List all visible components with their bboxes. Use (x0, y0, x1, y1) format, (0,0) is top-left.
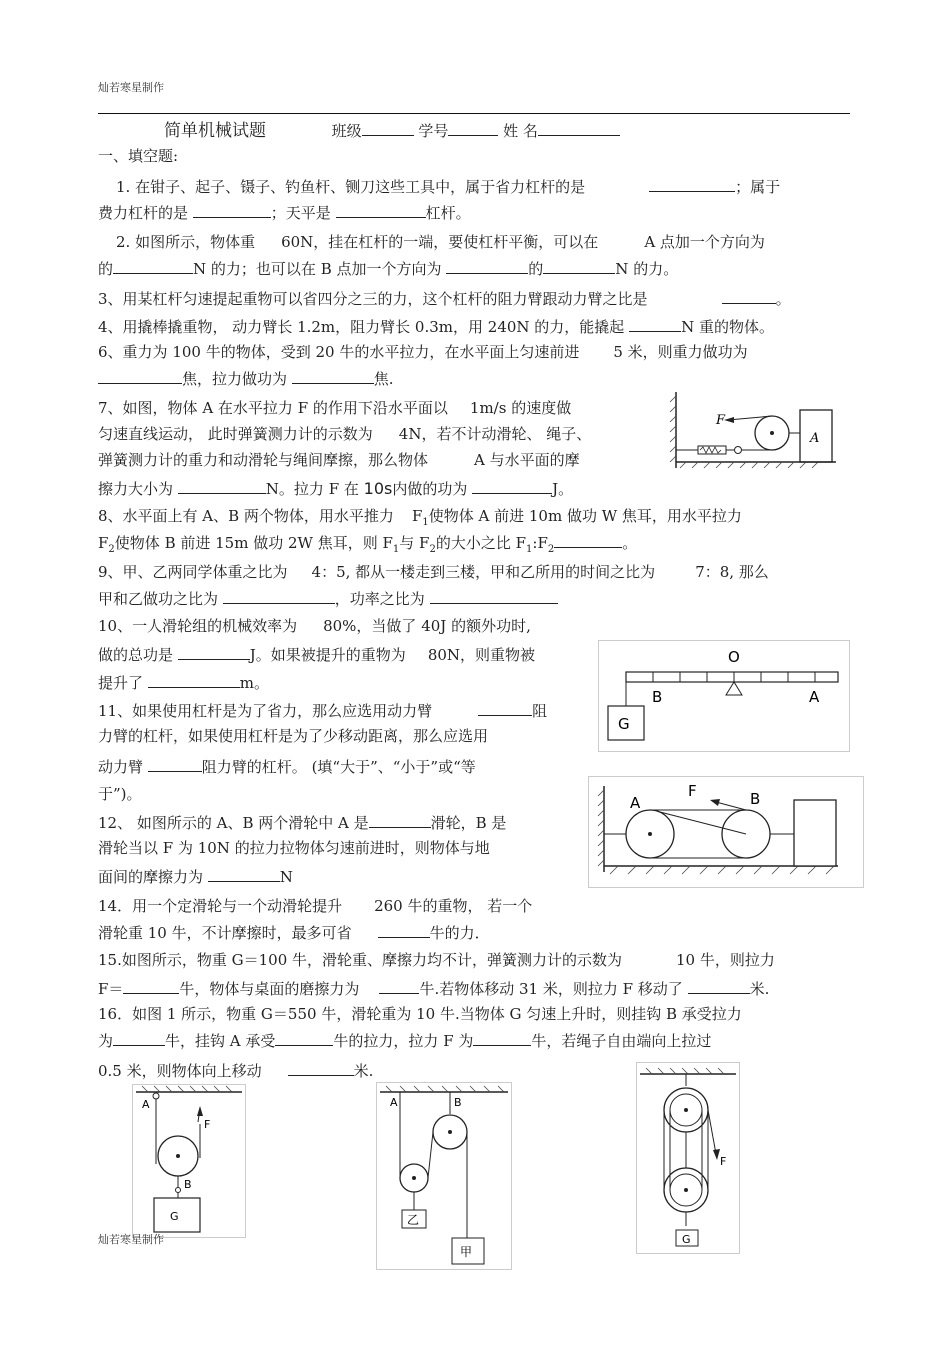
q16-line1 (98, 1004, 742, 1024)
q15-blank-1[interactable] (123, 978, 179, 994)
q15-text: 米. (749, 980, 770, 998)
q15-text: 10 牛，则拉力 (676, 951, 775, 969)
q11-text: 于”)。 (98, 785, 142, 803)
q1-text: 1. 在钳子、起子、镊子、钓鱼杆、铡刀这些工具中，属于省力杠杆的是 (116, 178, 586, 196)
q8-subscript: 2 (547, 544, 555, 555)
q12-figure-f-label: F (688, 782, 697, 800)
q7-text: 擦力大小为 (98, 480, 174, 498)
q7-text: N。拉力 F 在 (265, 480, 359, 498)
q7-text: 1m/s 的速度做 (469, 399, 572, 417)
q16-text: 为 (98, 1032, 114, 1050)
q8-text: :F (532, 534, 548, 552)
q3-line (98, 288, 791, 309)
q9-text: 甲和乙做功之比为 (98, 590, 219, 608)
q11-text: 阻力臂的杠杆。 (填“大于”、“小于”或“等 (201, 758, 476, 776)
q15-text: 牛，物体与桌面的磨擦力为 (179, 980, 360, 998)
q2-blank-3[interactable] (543, 258, 615, 274)
q11-text: 11、如果使用杠杆是为了省力，那么应选用动力臂 (98, 702, 433, 720)
q16-text: 16．如图 1 所示，物重 G＝550 牛，滑轮重为 10 牛.当物体 G 匀速上升时，则挂钩 B 承受拉力 (98, 1005, 742, 1023)
q6-text: 5 米，则重力做功为 (613, 343, 748, 361)
p3-g-label: G (682, 1233, 691, 1246)
q8-subscript: 2 (429, 544, 436, 555)
class-blank[interactable] (362, 120, 414, 136)
q2-text: N 的力。 (615, 260, 679, 278)
q16-line3 (98, 1060, 373, 1081)
q16-blank-3[interactable] (473, 1030, 531, 1046)
p2-jia-label: 甲 (460, 1245, 473, 1259)
lever-a-label: A (809, 688, 820, 706)
q8-text: 的大小之比 F (435, 534, 527, 552)
q9-line1 (98, 562, 769, 582)
q12-text: 滑轮当以 F 为 10N 的拉力拉物体匀速前进时，则物体与地 (98, 839, 490, 857)
q10-blank-2[interactable] (148, 672, 240, 688)
q2-text: 的 (98, 260, 114, 278)
q6-text: 100 牛的物体，受到 (172, 343, 311, 361)
q8-text: 8、水平面上有 A、B 两个物体，用水平推力 (98, 507, 394, 525)
q11-line2 (98, 726, 488, 746)
q12-line3 (98, 866, 293, 887)
q10-line1 (98, 616, 531, 636)
q16-text: 牛，若绳子自由端向上拉过 (531, 1032, 712, 1050)
q16-text: 牛，挂钩 A 承受 (165, 1032, 276, 1050)
q6-text: 6、重力为 (98, 343, 168, 361)
id-blank[interactable] (448, 120, 498, 136)
q7-text: 10s (363, 479, 393, 498)
q16-text: 0.5 米，则物体向上移动 (98, 1062, 262, 1080)
q3-text: 。 (775, 290, 791, 308)
p2-yi-label: 乙 (407, 1213, 420, 1227)
q15-blank-2[interactable] (379, 978, 419, 994)
q10-text: J。如果被提升的重物为 (249, 646, 406, 664)
q12-text: 面间的摩擦力为 (98, 868, 204, 886)
q7-line4 (98, 478, 573, 499)
q10-line2 (98, 644, 535, 665)
q10-text: 80%，当做了 40J 的额外功时, (323, 617, 531, 635)
title-line (164, 120, 620, 141)
q6-blank-1[interactable] (98, 368, 182, 384)
watermark-top: 灿若寒星制作 (98, 81, 164, 94)
q16-text: F 为 (443, 1032, 474, 1050)
q6-text: 20 牛的水平拉力，在水平面上匀速前进 (315, 343, 580, 361)
q16-blank-2[interactable] (275, 1030, 333, 1046)
q2-text: 的 (528, 260, 544, 278)
q7-figure-f-label: F (716, 413, 726, 428)
q10-text: 10、一人滑轮组的机械效率为 (98, 617, 298, 635)
q12-blank-1[interactable] (369, 812, 431, 828)
q15-text: F＝ (98, 980, 124, 998)
q7-line3 (98, 450, 580, 470)
q3-blank[interactable] (722, 288, 776, 304)
q10-line3 (98, 672, 269, 693)
q11-line3 (98, 756, 476, 777)
q6-line1 (98, 342, 748, 362)
q1-blank-3[interactable] (336, 202, 426, 218)
figure-q12 (588, 776, 864, 888)
q2-text: 60N，挂在杠杆的一端，要使杠杆平衡，可以在 (281, 233, 599, 251)
q1-line1 (116, 176, 780, 197)
page-title: 简单机械试题 (164, 121, 266, 141)
q9-text: 9、甲、乙两同学体重之比为 (98, 563, 288, 581)
q15-line2 (98, 978, 769, 999)
q1-blank-2[interactable] (193, 202, 271, 218)
lever-b-label: B (652, 688, 663, 706)
q7-text: 内做的功为 (392, 480, 468, 498)
q7-text: A 在水平拉力 (202, 399, 293, 417)
q9-line2 (98, 588, 558, 609)
q1-text: 费力杠杆的是 (98, 204, 189, 222)
q4-blank[interactable] (629, 316, 681, 332)
q2-text: B 点加一个方向为 (320, 260, 442, 278)
q10-text: m。 (239, 674, 270, 692)
q7-text: 匀速直线运动， 此时弹簧测力计的示数为 (98, 425, 373, 443)
q14-blank[interactable] (378, 922, 430, 938)
q12-text: N (279, 868, 293, 886)
q2-line2 (98, 258, 678, 279)
p2-b-label: B (454, 1096, 462, 1109)
q7-blank-2[interactable] (472, 478, 552, 494)
q8-subscript: 2 (108, 544, 115, 555)
q8-text: 使物体 A 前进 10m 做功 W 焦耳，用水平拉力 (428, 507, 742, 525)
q14-text: 260 牛的重物， 若一个 (374, 897, 533, 915)
lever-g-label: G (618, 715, 630, 733)
q7-text: J。 (552, 480, 574, 498)
q7-text: 7、如图，物体 (98, 399, 198, 417)
q7-text: F 的作用下沿水平面以 (297, 399, 448, 417)
q8-text: F (411, 507, 423, 525)
q15-line1 (98, 950, 775, 970)
p1-f-label: F (204, 1118, 211, 1131)
p3-f-label: F (720, 1155, 727, 1168)
section-heading: 一、填空题: (98, 147, 179, 165)
q2-text: 2. 如图所示，物体重 (116, 233, 256, 251)
figure-q7 (668, 388, 846, 474)
q7-line1 (98, 398, 571, 418)
q1-text: ；天平是 (270, 204, 331, 222)
q12-text: 12、 如图所示的 A、B 两个滑轮中 A 是 (98, 814, 369, 832)
q15-blank-3[interactable] (688, 978, 750, 994)
q14-text: 14．用一个定滑轮与一个动滑轮提升 (98, 897, 343, 915)
figure-pulley-1 (132, 1084, 246, 1238)
q10-blank-1[interactable] (178, 644, 250, 660)
q12-text: 滑轮，B 是 (430, 814, 507, 832)
q4-line (98, 316, 774, 337)
name-blank[interactable] (538, 120, 620, 136)
id-label: 学号 (418, 122, 449, 140)
q14-text: 滑轮重 10 牛，不计摩擦时，最多可省 (98, 924, 352, 942)
q9-text: 4：5, 都从一楼走到三楼，甲和乙所用的时间之比为 (311, 563, 656, 581)
q8-subscript: 1 (526, 544, 533, 555)
class-label: 班级 (331, 122, 362, 140)
q8-text: 使物体 B 前进 15m 做功 2W 焦耳，则 F (114, 534, 393, 552)
q14-text: 牛的力． (429, 924, 490, 942)
header-rule (98, 113, 850, 114)
q6-text: 焦，拉力做功为 (182, 370, 288, 388)
q11-blank-1[interactable] (478, 700, 532, 716)
q14-line1 (98, 896, 532, 916)
q8-text: 。 (622, 534, 638, 552)
q11-line1 (98, 700, 547, 721)
q11-text: 力臂的杠杆，如果使用杠杆是为了少移动距离，那么应选用 (98, 727, 489, 745)
q7-text: A 与水平面的摩 (474, 451, 580, 469)
q6-text: 焦. (373, 370, 394, 388)
q7-blank-1[interactable] (178, 478, 266, 494)
q14-line2 (98, 922, 490, 943)
q12-blank-2[interactable] (208, 866, 280, 882)
q12-line1 (98, 812, 506, 833)
name-label: 姓 名 (503, 122, 538, 140)
q1-text: ；属于 (735, 178, 781, 196)
q16-line2 (98, 1030, 711, 1051)
q15-text: 牛.若物体移动 31 米，则拉力 F 移动了 (419, 980, 683, 998)
q11-line4 (98, 784, 142, 804)
watermark-bottom: 灿若寒星制作 (98, 1233, 164, 1246)
q7-line2 (98, 424, 591, 444)
q1-text: 杠杆。 (425, 204, 471, 222)
q11-text: 阻 (532, 702, 548, 720)
q8-text: 与 F (399, 534, 430, 552)
q12-figure-b-label: B (750, 790, 761, 808)
q7-text: 弹簧测力计的重力和动滑轮与绳间摩擦，那么物体 (98, 451, 429, 469)
figure-pulley-3 (636, 1062, 740, 1254)
q1-line2 (98, 202, 471, 223)
q2-line1 (116, 232, 765, 252)
q15-text: 15.如图所示，物重 G＝100 牛，滑轮重、摩擦力均不计，弹簧测力计的示数为 (98, 951, 623, 969)
q2-text: A 点加一个方向为 (644, 233, 765, 251)
q12-line2 (98, 838, 490, 858)
q8-line1 (98, 506, 742, 533)
figure-pulley-2 (376, 1082, 512, 1270)
q9-text: ，功率之比为 (334, 590, 425, 608)
q10-text: 80N，则重物被 (427, 646, 536, 664)
q8-subscript: 1 (392, 544, 400, 555)
p1-b-label: B (184, 1178, 192, 1191)
q8-text: F (98, 534, 109, 552)
q11-text: 动力臂 (98, 758, 144, 776)
q2-blank-2[interactable] (446, 258, 528, 274)
q10-text: 做的总功是 (98, 646, 174, 664)
q8-line2 (98, 532, 637, 560)
q2-text: N 的力；也可以在 (193, 260, 316, 278)
q16-blank-4[interactable] (288, 1060, 354, 1076)
q1-blank-1[interactable] (649, 176, 735, 192)
q10-text: 提升了 (98, 674, 144, 692)
q6-blank-2[interactable] (292, 368, 374, 384)
q8-subscript: 1 (422, 517, 429, 528)
q4-text: N 重的物体。 (681, 318, 774, 336)
q9-blank-2[interactable] (430, 588, 558, 604)
q4-text: 4、用撬棒撬重物， 动力臂长 1.2m，阻力臂长 0.3m，用 240N 的力，能撬起 (98, 318, 625, 336)
lever-o-label: O (728, 648, 740, 666)
q7-text: 4N，若不计动滑轮、 绳子、 (398, 425, 592, 443)
p1-a-label: A (142, 1098, 150, 1111)
q8-blank[interactable] (554, 532, 622, 548)
q16-text: 牛的拉力，拉力 (333, 1032, 439, 1050)
q9-text: 7：8, 那么 (695, 563, 769, 581)
q6-line2 (98, 368, 394, 389)
p1-g-label: G (170, 1210, 179, 1223)
q11-blank-2[interactable] (148, 756, 202, 772)
p2-a-label: A (390, 1096, 398, 1109)
q16-text: 米. (353, 1062, 374, 1080)
q16-blank-1[interactable] (113, 1030, 165, 1046)
figure-lever (598, 640, 850, 752)
q3-text: 3、用某杠杆匀速提起重物可以省四分之三的力，这个杠杆的阻力臂跟动力臂之比是 (98, 290, 648, 308)
q2-blank-1[interactable] (113, 258, 193, 274)
q7-figure-a-label: A (810, 431, 820, 446)
q12-figure-a-label: A (630, 794, 641, 812)
q9-blank-1[interactable] (223, 588, 335, 604)
